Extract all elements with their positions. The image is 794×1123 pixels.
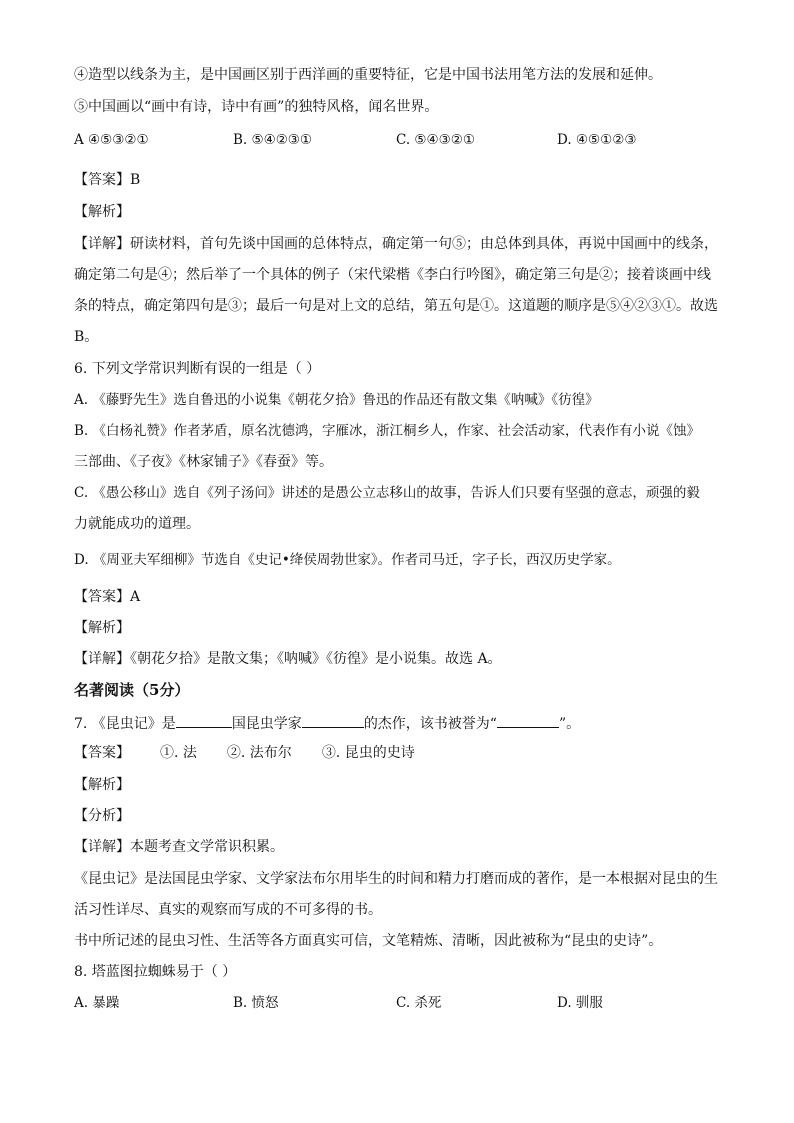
q5-option-a: A ④⑤③②①	[74, 132, 149, 148]
q5-detail-line: 【详解】研读材料，首句先谈中国画的总体特点，确定第一句⑤；由总体到具体，再说中国画中的线条，	[74, 236, 718, 252]
sentence-5: ⑤中国画以“画中有诗，诗中有画”的独特风格，闻名世界。	[74, 99, 439, 115]
q6-answer: 【答案】A	[74, 589, 141, 605]
q6-option-d: D. 《周亚夫军细柳》节选自《史记•绛侯周勃世家》。作者司马迁，字子长，西汉历史学家。	[74, 552, 621, 568]
q8-option-a: A. 暴躁	[74, 995, 120, 1011]
q5-detail-line: B。	[74, 329, 99, 345]
q5-option-d: D. ④⑤①②③	[557, 132, 637, 148]
q7-body-line: 《昆虫记》是法国昆虫学家、文学家法布尔用毕生的时间和精力打磨而成的著作，是一本根据对昆虫的生	[74, 871, 718, 887]
q8-question: 8. 塔蓝图拉蜘蛛易于（ ）	[74, 964, 237, 980]
q7-fenxi-label: 【分析】	[74, 808, 130, 824]
sentence-4: ④造型以线条为主，是中国画区别于西洋画的重要特征，它是中国书法用笔方法的发展和延伸。	[74, 67, 662, 83]
q7-analysis-label: 【解析】	[74, 777, 130, 793]
q8-option-b: B. 愤怒	[233, 995, 279, 1011]
q7-body-line: 活习性详尽、真实的观察而写成的不可多得的书。	[74, 902, 382, 918]
q7-answer-item: ③. 昆虫的史诗	[321, 745, 415, 761]
q8-option-c: C. 杀死	[396, 995, 442, 1011]
q7-question-part: 的杰作，该书被誉为“	[363, 716, 497, 732]
q5-answer: 【答案】B	[74, 172, 141, 188]
q5-option-b: B. ⑤④②③①	[233, 132, 313, 148]
q6-analysis-label: 【解析】	[74, 620, 130, 636]
q6-option-c: C. 《愚公移山》选自《列子汤问》讲述的是愚公立志移山的故事，告诉人们只要有坚强的意志，顽强的毅	[74, 485, 700, 501]
q6-option-c-cont: 力就能成功的道理。	[74, 516, 200, 532]
q7-question	[74, 713, 580, 733]
q5-analysis-label: 【解析】	[74, 204, 130, 220]
q5-detail-line: 条的特点，确定第四句是③；最后一句是对上文的总结，第五句是①。这道题的顺序是⑤④②③①。故选	[74, 298, 718, 314]
q6-option-b-cont: 三部曲、《子夜》《林家铺子》《春蚕》等。	[74, 454, 333, 470]
q6-option-a: A. 《藤野先生》选自鲁迅的小说集《朝花夕拾》鲁迅的作品还有散文集《呐喊》《彷徨》	[74, 392, 599, 408]
q7-answer-label: 【答案】	[74, 745, 130, 761]
q8-option-d: D. 驯服	[557, 995, 603, 1011]
q7-answer-item: ①. 法	[160, 745, 197, 761]
q7-detail: 【详解】本题考查文学常识积累。	[74, 839, 284, 855]
q5-option-c: C. ⑤④③②①	[396, 132, 475, 148]
q7-question-part: 国昆虫学家	[231, 716, 302, 732]
q7-body-line: 书中所记述的昆虫习性、生活等各方面真实可信，文笔精炼、清晰，因此被称为“昆虫的史诗”。	[74, 933, 663, 949]
q7-question-part: 7. 《昆虫记》是	[74, 716, 176, 732]
q6-option-b: B. 《白杨礼赞》作者茅盾，原名沈德鸿，字雁冰，浙江桐乡人，作家、社会活动家，代表作有小说《蚀》	[74, 423, 701, 439]
q7-question-part: ”。	[558, 716, 581, 732]
q7-answer-item: ②. 法布尔	[226, 745, 292, 761]
q7-answer	[74, 744, 415, 762]
q7-blank-3	[497, 713, 559, 728]
q5-detail-line: 确定第二句是④；然后举了一个具体的例子（宋代梁楷《李白行吟图》，确定第三句是②；接着谈画中线	[74, 267, 711, 283]
q6-detail: 【详解】《朝花夕拾》是散文集；《呐喊》《彷徨》是小说集。故选 A。	[74, 651, 502, 667]
q7-blank-2	[302, 713, 364, 728]
q7-blank-1	[176, 713, 232, 728]
q6-question: 6. 下列文学常识判断有误的一组是（ ）	[74, 361, 321, 377]
section-heading: 名著阅读（5分）	[74, 681, 190, 699]
